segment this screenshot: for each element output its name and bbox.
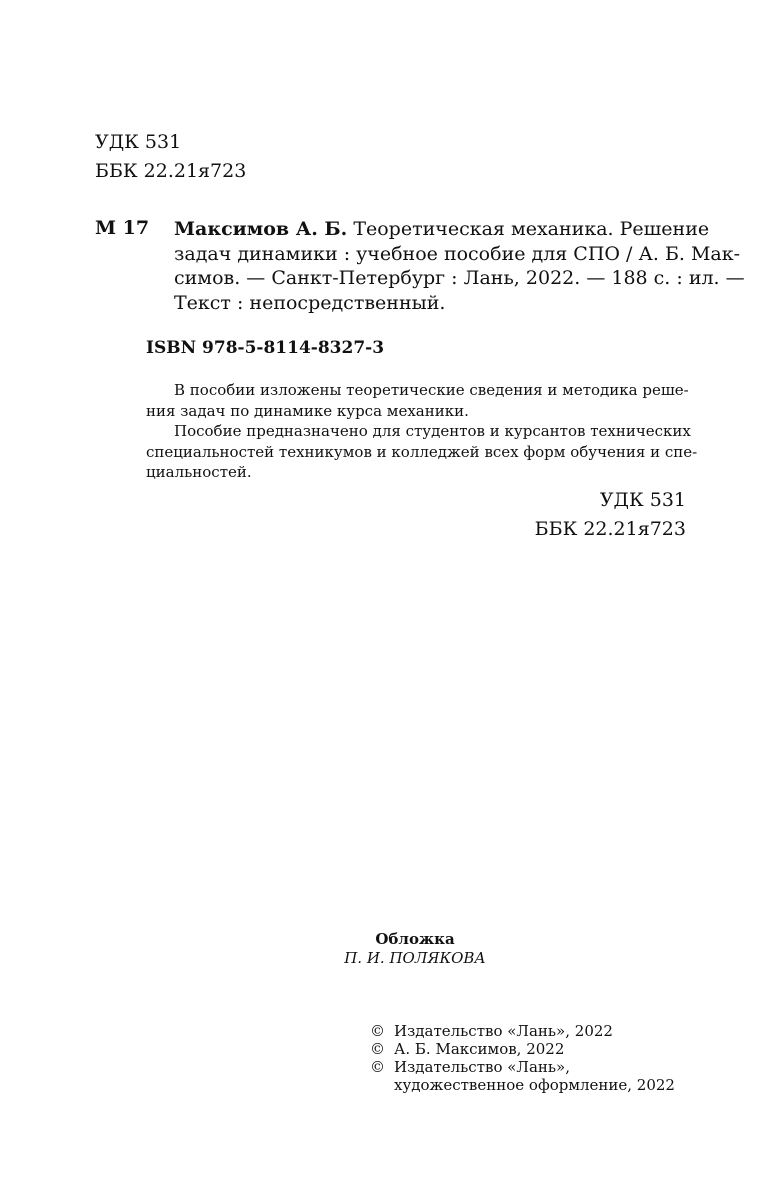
bibliographic-entry (174, 217, 745, 315)
annotation-line: Пособие предназначено для студентов и курсантов технических (174, 422, 691, 441)
annotation-line: циальностей. (146, 463, 252, 482)
cover-label: Обложка (375, 930, 455, 948)
biblio-line-2: задач динамики : учебное пособие для СПО / А. Б. Мак- (174, 242, 741, 265)
annotation-line: специальностей техникумов и колледжей всех форм обучения и спе- (146, 442, 698, 461)
biblio-line-3: симов. — Санкт-Петербург : Лань, 2022. — 188 с. : ил. — (174, 267, 745, 289)
copyright-text: Издательство «Лань», 2022 (394, 1022, 613, 1040)
copyright-line (370, 1022, 675, 1040)
biblio-line-1 (174, 217, 710, 242)
udk-code: УДК 531 (599, 489, 686, 511)
copyright-text: художественное оформление, 2022 (394, 1076, 675, 1094)
annotation (146, 380, 698, 483)
copyright-icon: © (370, 1058, 385, 1076)
biblio-title: Теоретическая механика. Решение (353, 218, 710, 240)
biblio-author: Максимов А. Б. (174, 218, 348, 240)
udk-bbk-bottom (535, 486, 686, 544)
copyright-block (370, 1022, 675, 1094)
copyright-icon: © (370, 1040, 385, 1058)
author-mark: М 17 (95, 217, 150, 239)
cover-credit (340, 930, 490, 968)
annotation-line: ния задач по динамике курса механики. (146, 401, 469, 420)
bbk-code: ББК 22.21я723 (95, 160, 247, 182)
copyright-text: Издательство «Лань», (394, 1058, 571, 1076)
bbk-code: ББК 22.21я723 (534, 518, 686, 540)
annotation-line: В пособии изложены теоретические сведения и методика реше- (174, 381, 689, 399)
copyright-line (370, 1040, 675, 1058)
copyright-icon: © (370, 1022, 385, 1040)
copyright-line (370, 1058, 675, 1076)
udk-code: УДК 531 (95, 131, 182, 153)
copyright-text: А. Б. Максимов, 2022 (394, 1040, 565, 1058)
biblio-line-4: Текст : непосредственный. (174, 291, 446, 314)
cover-designer: П. И. ПОЛЯКОВА (344, 949, 486, 967)
copyright-line (370, 1076, 675, 1094)
udk-bbk-top (95, 128, 246, 186)
isbn: ISBN 978-5-8114-8327-3 (146, 338, 385, 358)
